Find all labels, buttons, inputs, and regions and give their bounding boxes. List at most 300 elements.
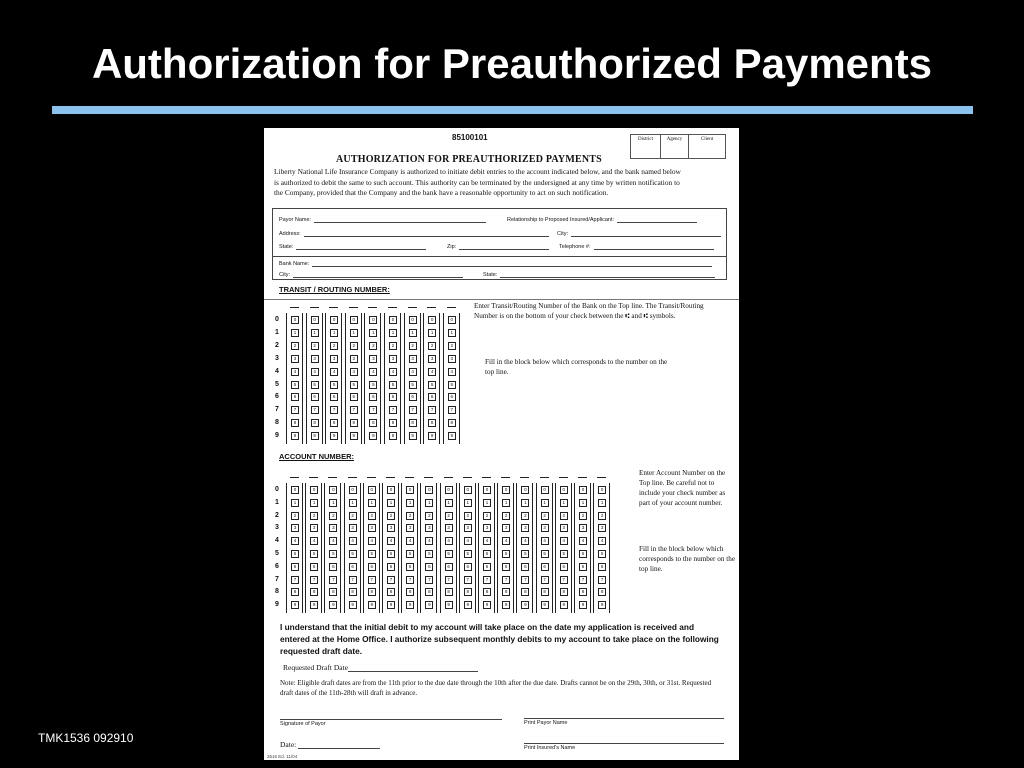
account-digit-bubble[interactable]: 3	[502, 524, 510, 532]
transit-digit-bubble[interactable]: 7	[428, 406, 436, 414]
account-digit-bubble[interactable]: 0	[521, 486, 529, 494]
account-digit-bubble[interactable]: 3	[406, 524, 414, 532]
account-digit-bubble[interactable]: 6	[464, 563, 472, 571]
account-digit-bubble[interactable]: 1	[406, 499, 414, 507]
transit-digit-bubble[interactable]: 7	[369, 406, 377, 414]
transit-digit-bubble[interactable]: 4	[389, 368, 397, 376]
account-entry-line[interactable]	[424, 477, 433, 478]
account-entry-line[interactable]	[463, 477, 472, 478]
transit-entry-line[interactable]	[329, 307, 338, 308]
transit-digit-bubble[interactable]: 4	[311, 368, 319, 376]
transit-digit-bubble[interactable]: 4	[350, 368, 358, 376]
payor-signature-line[interactable]: Signature of Payor	[280, 719, 502, 727]
account-digit-bubble[interactable]: 4	[541, 537, 549, 545]
account-digit-bubble[interactable]: 2	[502, 512, 510, 520]
account-digit-bubble[interactable]: 2	[560, 512, 568, 520]
transit-column[interactable]	[325, 313, 342, 444]
transit-digit-bubble[interactable]: 1	[330, 329, 338, 337]
account-entry-line[interactable]	[405, 477, 414, 478]
account-entry-line[interactable]	[597, 477, 606, 478]
account-digit-bubble[interactable]: 2	[406, 512, 414, 520]
transit-column[interactable]	[286, 313, 303, 444]
transit-digit-bubble[interactable]: 5	[311, 381, 319, 389]
account-digit-bubble[interactable]: 5	[425, 550, 433, 558]
account-digit-bubble[interactable]: 4	[406, 537, 414, 545]
transit-digit-bubble[interactable]: 7	[409, 406, 417, 414]
transit-digit-bubble[interactable]: 2	[330, 342, 338, 350]
account-digit-bubble[interactable]: 1	[464, 499, 472, 507]
account-digit-bubble[interactable]: 2	[329, 512, 337, 520]
account-digit-bubble[interactable]: 8	[464, 588, 472, 596]
account-entry-line[interactable]	[482, 477, 491, 478]
account-digit-bubble[interactable]: 6	[329, 563, 337, 571]
account-column[interactable]	[593, 483, 610, 613]
transit-digit-bubble[interactable]: 5	[428, 381, 436, 389]
zip-field[interactable]: Zip:	[447, 243, 549, 250]
account-digit-bubble[interactable]: 3	[425, 524, 433, 532]
account-digit-bubble[interactable]: 1	[349, 499, 357, 507]
transit-digit-bubble[interactable]: 6	[291, 393, 299, 401]
account-digit-bubble[interactable]: 8	[310, 588, 318, 596]
account-digit-bubble[interactable]: 5	[310, 550, 318, 558]
account-digit-bubble[interactable]: 6	[406, 563, 414, 571]
transit-digit-bubble[interactable]: 8	[409, 419, 417, 427]
transit-digit-bubble[interactable]: 0	[409, 316, 417, 324]
account-digit-bubble[interactable]: 7	[598, 576, 606, 584]
account-digit-bubble[interactable]: 3	[541, 524, 549, 532]
transit-digit-bubble[interactable]: 6	[311, 393, 319, 401]
account-digit-bubble[interactable]: 8	[291, 588, 299, 596]
account-digit-bubble[interactable]: 8	[598, 588, 606, 596]
account-digit-bubble[interactable]: 5	[464, 550, 472, 558]
transit-digit-bubble[interactable]: 6	[409, 393, 417, 401]
account-digit-bubble[interactable]: 6	[291, 563, 299, 571]
account-digit-bubble[interactable]: 3	[291, 524, 299, 532]
bank-name-field[interactable]: Bank Name:	[279, 260, 712, 267]
transit-digit-bubble[interactable]: 3	[291, 355, 299, 363]
account-digit-bubble[interactable]: 7	[406, 576, 414, 584]
account-digit-bubble[interactable]: 4	[483, 537, 491, 545]
transit-digit-bubble[interactable]: 8	[428, 419, 436, 427]
account-digit-bubble[interactable]: 8	[483, 588, 491, 596]
account-digit-bubble[interactable]: 2	[310, 512, 318, 520]
account-digit-bubble[interactable]: 2	[521, 512, 529, 520]
transit-digit-bubble[interactable]: 8	[330, 419, 338, 427]
transit-digit-bubble[interactable]: 2	[350, 342, 358, 350]
account-column[interactable]	[305, 483, 322, 613]
bank-city-field[interactable]: City:	[279, 271, 463, 278]
account-digit-bubble[interactable]: 7	[541, 576, 549, 584]
account-entry-line[interactable]	[290, 477, 299, 478]
account-digit-bubble[interactable]: 5	[560, 550, 568, 558]
transit-entry-line[interactable]	[408, 307, 417, 308]
account-digit-bubble[interactable]: 8	[521, 588, 529, 596]
bank-state-field[interactable]: State:	[483, 271, 715, 278]
transit-column[interactable]	[423, 313, 440, 444]
city-field[interactable]: City:	[557, 230, 721, 237]
account-entry-line[interactable]	[444, 477, 453, 478]
account-digit-bubble[interactable]: 3	[349, 524, 357, 532]
account-digit-bubble[interactable]: 2	[368, 512, 376, 520]
account-digit-bubble[interactable]: 7	[329, 576, 337, 584]
account-digit-bubble[interactable]: 6	[598, 563, 606, 571]
account-digit-bubble[interactable]: 3	[368, 524, 376, 532]
account-digit-bubble[interactable]: 1	[483, 499, 491, 507]
account-digit-bubble[interactable]: 9	[368, 601, 376, 609]
account-digit-bubble[interactable]: 0	[541, 486, 549, 494]
account-digit-bubble[interactable]: 5	[445, 550, 453, 558]
transit-digit-bubble[interactable]: 0	[369, 316, 377, 324]
account-digit-bubble[interactable]: 9	[502, 601, 510, 609]
account-digit-bubble[interactable]: 0	[425, 486, 433, 494]
account-digit-bubble[interactable]: 5	[502, 550, 510, 558]
account-digit-bubble[interactable]: 6	[349, 563, 357, 571]
account-column[interactable]	[574, 483, 591, 613]
print-payor-name-line[interactable]: Print Payor Name	[524, 718, 724, 726]
transit-digit-bubble[interactable]: 9	[311, 432, 319, 440]
account-digit-bubble[interactable]: 2	[349, 512, 357, 520]
account-digit-bubble[interactable]: 6	[445, 563, 453, 571]
account-digit-bubble[interactable]: 5	[483, 550, 491, 558]
transit-digit-bubble[interactable]: 1	[350, 329, 358, 337]
transit-digit-bubble[interactable]: 9	[350, 432, 358, 440]
account-digit-bubble[interactable]: 8	[560, 588, 568, 596]
account-digit-bubble[interactable]: 1	[329, 499, 337, 507]
account-digit-bubble[interactable]: 3	[521, 524, 529, 532]
transit-digit-bubble[interactable]: 7	[291, 406, 299, 414]
account-digit-bubble[interactable]: 0	[291, 486, 299, 494]
account-column[interactable]	[459, 483, 476, 613]
account-digit-bubble[interactable]: 1	[291, 499, 299, 507]
account-digit-bubble[interactable]: 8	[329, 588, 337, 596]
account-digit-bubble[interactable]: 6	[310, 563, 318, 571]
transit-digit-bubble[interactable]: 6	[369, 393, 377, 401]
account-digit-bubble[interactable]: 0	[387, 486, 395, 494]
account-digit-bubble[interactable]: 7	[368, 576, 376, 584]
account-digit-bubble[interactable]: 0	[329, 486, 337, 494]
transit-digit-bubble[interactable]: 6	[330, 393, 338, 401]
account-digit-bubble[interactable]: 1	[502, 499, 510, 507]
account-digit-bubble[interactable]: 2	[291, 512, 299, 520]
account-digit-bubble[interactable]: 5	[368, 550, 376, 558]
account-column[interactable]	[344, 483, 361, 613]
transit-column[interactable]	[345, 313, 362, 444]
transit-digit-bubble[interactable]: 8	[389, 419, 397, 427]
transit-digit-bubble[interactable]: 4	[369, 368, 377, 376]
account-digit-bubble[interactable]: 6	[502, 563, 510, 571]
account-digit-bubble[interactable]: 0	[368, 486, 376, 494]
transit-digit-bubble[interactable]: 3	[428, 355, 436, 363]
account-digit-bubble[interactable]: 4	[579, 537, 587, 545]
account-digit-bubble[interactable]: 4	[502, 537, 510, 545]
account-digit-bubble[interactable]: 0	[406, 486, 414, 494]
transit-digit-bubble[interactable]: 7	[389, 406, 397, 414]
transit-digit-bubble[interactable]: 2	[428, 342, 436, 350]
account-digit-bubble[interactable]: 2	[387, 512, 395, 520]
account-digit-bubble[interactable]: 4	[329, 537, 337, 545]
account-digit-bubble[interactable]: 9	[445, 601, 453, 609]
account-column[interactable]	[363, 483, 380, 613]
transit-digit-bubble[interactable]: 1	[311, 329, 319, 337]
transit-digit-bubble[interactable]: 3	[448, 355, 456, 363]
account-entry-line[interactable]	[559, 477, 568, 478]
transit-digit-bubble[interactable]: 7	[448, 406, 456, 414]
payor-name-field[interactable]: Payor Name:	[279, 216, 486, 223]
transit-digit-bubble[interactable]: 9	[389, 432, 397, 440]
account-digit-bubble[interactable]: 0	[445, 486, 453, 494]
transit-digit-bubble[interactable]: 0	[448, 316, 456, 324]
transit-digit-bubble[interactable]: 3	[350, 355, 358, 363]
transit-digit-bubble[interactable]: 9	[330, 432, 338, 440]
account-digit-bubble[interactable]: 6	[387, 563, 395, 571]
transit-column[interactable]	[404, 313, 421, 444]
account-digit-bubble[interactable]: 4	[368, 537, 376, 545]
transit-digit-bubble[interactable]: 3	[330, 355, 338, 363]
account-digit-bubble[interactable]: 4	[521, 537, 529, 545]
transit-digit-bubble[interactable]: 2	[389, 342, 397, 350]
address-field[interactable]: Address:	[279, 230, 549, 237]
account-column[interactable]	[440, 483, 457, 613]
account-digit-bubble[interactable]: 7	[349, 576, 357, 584]
transit-digit-bubble[interactable]: 0	[291, 316, 299, 324]
account-digit-bubble[interactable]: 3	[387, 524, 395, 532]
transit-digit-bubble[interactable]: 1	[409, 329, 417, 337]
account-digit-bubble[interactable]: 8	[579, 588, 587, 596]
transit-digit-bubble[interactable]: 2	[448, 342, 456, 350]
requested-draft-date-field[interactable]: Requested Draft Date	[283, 663, 478, 672]
account-digit-bubble[interactable]: 2	[598, 512, 606, 520]
transit-digit-bubble[interactable]: 3	[389, 355, 397, 363]
account-digit-bubble[interactable]: 0	[598, 486, 606, 494]
account-digit-bubble[interactable]: 9	[541, 601, 549, 609]
account-digit-bubble[interactable]: 4	[291, 537, 299, 545]
account-digit-bubble[interactable]: 2	[464, 512, 472, 520]
account-digit-bubble[interactable]: 8	[406, 588, 414, 596]
account-digit-bubble[interactable]: 8	[541, 588, 549, 596]
account-digit-bubble[interactable]: 1	[541, 499, 549, 507]
print-insured-name-line[interactable]: Print Insured's Name	[524, 743, 724, 751]
account-digit-bubble[interactable]: 7	[387, 576, 395, 584]
account-digit-bubble[interactable]: 1	[445, 499, 453, 507]
transit-digit-bubble[interactable]: 5	[448, 381, 456, 389]
transit-entry-line[interactable]	[427, 307, 436, 308]
account-digit-bubble[interactable]: 5	[329, 550, 337, 558]
transit-digit-bubble[interactable]: 8	[369, 419, 377, 427]
transit-column[interactable]	[306, 313, 323, 444]
relationship-field[interactable]: Relationship to Proposed Insured/Applicant:	[507, 216, 697, 223]
transit-digit-bubble[interactable]: 7	[330, 406, 338, 414]
transit-digit-bubble[interactable]: 0	[428, 316, 436, 324]
account-digit-bubble[interactable]: 7	[425, 576, 433, 584]
account-digit-bubble[interactable]: 2	[445, 512, 453, 520]
account-digit-bubble[interactable]: 8	[387, 588, 395, 596]
transit-digit-bubble[interactable]: 2	[369, 342, 377, 350]
transit-digit-bubble[interactable]: 4	[428, 368, 436, 376]
account-digit-bubble[interactable]: 4	[598, 537, 606, 545]
transit-digit-bubble[interactable]: 1	[389, 329, 397, 337]
account-entry-line[interactable]	[309, 477, 318, 478]
account-digit-bubble[interactable]: 5	[521, 550, 529, 558]
account-entry-line[interactable]	[348, 477, 357, 478]
account-column[interactable]	[536, 483, 553, 613]
transit-column[interactable]	[443, 313, 460, 444]
account-digit-bubble[interactable]: 8	[368, 588, 376, 596]
account-digit-bubble[interactable]: 1	[579, 499, 587, 507]
account-digit-bubble[interactable]: 9	[387, 601, 395, 609]
transit-digit-bubble[interactable]: 7	[311, 406, 319, 414]
account-digit-bubble[interactable]: 5	[387, 550, 395, 558]
account-digit-bubble[interactable]: 6	[541, 563, 549, 571]
account-digit-bubble[interactable]: 5	[349, 550, 357, 558]
account-digit-bubble[interactable]: 2	[541, 512, 549, 520]
account-digit-bubble[interactable]: 1	[387, 499, 395, 507]
transit-digit-bubble[interactable]: 9	[291, 432, 299, 440]
account-digit-bubble[interactable]: 9	[406, 601, 414, 609]
transit-digit-bubble[interactable]: 3	[311, 355, 319, 363]
telephone-field[interactable]: Telephone #:	[559, 243, 714, 250]
account-digit-bubble[interactable]: 7	[291, 576, 299, 584]
account-column[interactable]	[324, 483, 341, 613]
account-digit-bubble[interactable]: 1	[425, 499, 433, 507]
account-digit-bubble[interactable]: 9	[425, 601, 433, 609]
account-entry-line[interactable]	[540, 477, 549, 478]
account-digit-bubble[interactable]: 8	[502, 588, 510, 596]
transit-digit-bubble[interactable]: 5	[291, 381, 299, 389]
account-digit-bubble[interactable]: 6	[560, 563, 568, 571]
account-digit-bubble[interactable]: 4	[560, 537, 568, 545]
transit-digit-bubble[interactable]: 3	[369, 355, 377, 363]
transit-digit-bubble[interactable]: 0	[389, 316, 397, 324]
account-digit-bubble[interactable]: 5	[406, 550, 414, 558]
account-column[interactable]	[478, 483, 495, 613]
account-digit-bubble[interactable]: 6	[368, 563, 376, 571]
transit-digit-bubble[interactable]: 2	[311, 342, 319, 350]
transit-digit-bubble[interactable]: 8	[448, 419, 456, 427]
transit-digit-bubble[interactable]: 9	[448, 432, 456, 440]
account-digit-bubble[interactable]: 5	[291, 550, 299, 558]
account-digit-bubble[interactable]: 4	[349, 537, 357, 545]
transit-digit-bubble[interactable]: 0	[311, 316, 319, 324]
account-digit-bubble[interactable]: 1	[368, 499, 376, 507]
transit-column[interactable]	[384, 313, 401, 444]
account-digit-bubble[interactable]: 4	[445, 537, 453, 545]
account-entry-line[interactable]	[367, 477, 376, 478]
transit-digit-bubble[interactable]: 4	[409, 368, 417, 376]
account-digit-bubble[interactable]: 0	[560, 486, 568, 494]
transit-column[interactable]	[364, 313, 381, 444]
transit-digit-bubble[interactable]: 1	[428, 329, 436, 337]
account-column[interactable]	[555, 483, 572, 613]
transit-digit-bubble[interactable]: 4	[330, 368, 338, 376]
account-column[interactable]	[382, 483, 399, 613]
transit-digit-bubble[interactable]: 2	[291, 342, 299, 350]
account-digit-bubble[interactable]: 3	[579, 524, 587, 532]
transit-digit-bubble[interactable]: 9	[409, 432, 417, 440]
transit-digit-bubble[interactable]: 6	[448, 393, 456, 401]
transit-digit-bubble[interactable]: 8	[350, 419, 358, 427]
account-digit-bubble[interactable]: 3	[329, 524, 337, 532]
account-digit-bubble[interactable]: 0	[579, 486, 587, 494]
transit-digit-bubble[interactable]: 6	[389, 393, 397, 401]
account-digit-bubble[interactable]: 1	[310, 499, 318, 507]
transit-entry-line[interactable]	[368, 307, 377, 308]
account-digit-bubble[interactable]: 3	[598, 524, 606, 532]
account-digit-bubble[interactable]: 2	[483, 512, 491, 520]
account-digit-bubble[interactable]: 7	[560, 576, 568, 584]
transit-digit-bubble[interactable]: 7	[350, 406, 358, 414]
account-digit-bubble[interactable]: 3	[483, 524, 491, 532]
account-digit-bubble[interactable]: 3	[464, 524, 472, 532]
account-digit-bubble[interactable]: 9	[310, 601, 318, 609]
account-digit-bubble[interactable]: 0	[310, 486, 318, 494]
transit-digit-bubble[interactable]: 9	[369, 432, 377, 440]
account-digit-bubble[interactable]: 3	[445, 524, 453, 532]
account-entry-line[interactable]	[386, 477, 395, 478]
transit-digit-bubble[interactable]: 9	[428, 432, 436, 440]
account-digit-bubble[interactable]: 9	[291, 601, 299, 609]
account-entry-line[interactable]	[520, 477, 529, 478]
account-digit-bubble[interactable]: 9	[349, 601, 357, 609]
account-digit-bubble[interactable]: 9	[329, 601, 337, 609]
transit-digit-bubble[interactable]: 1	[291, 329, 299, 337]
state-field[interactable]: State:	[279, 243, 426, 250]
account-entry-line[interactable]	[501, 477, 510, 478]
account-entry-line[interactable]	[578, 477, 587, 478]
transit-digit-bubble[interactable]: 5	[330, 381, 338, 389]
transit-digit-bubble[interactable]: 4	[448, 368, 456, 376]
account-digit-bubble[interactable]: 9	[560, 601, 568, 609]
account-digit-bubble[interactable]: 4	[310, 537, 318, 545]
account-digit-bubble[interactable]: 7	[445, 576, 453, 584]
account-digit-bubble[interactable]: 9	[483, 601, 491, 609]
date-field[interactable]: Date:	[280, 740, 380, 749]
account-digit-bubble[interactable]: 7	[502, 576, 510, 584]
account-digit-bubble[interactable]: 1	[598, 499, 606, 507]
transit-digit-bubble[interactable]: 1	[448, 329, 456, 337]
account-digit-bubble[interactable]: 6	[483, 563, 491, 571]
transit-digit-bubble[interactable]: 5	[350, 381, 358, 389]
account-digit-bubble[interactable]: 9	[579, 601, 587, 609]
transit-entry-line[interactable]	[447, 307, 456, 308]
account-digit-bubble[interactable]: 2	[579, 512, 587, 520]
account-digit-bubble[interactable]: 8	[445, 588, 453, 596]
account-digit-bubble[interactable]: 9	[464, 601, 472, 609]
transit-entry-line[interactable]	[310, 307, 319, 308]
account-digit-bubble[interactable]: 1	[560, 499, 568, 507]
account-digit-bubble[interactable]: 5	[541, 550, 549, 558]
account-digit-bubble[interactable]: 8	[349, 588, 357, 596]
transit-entry-line[interactable]	[290, 307, 299, 308]
transit-digit-bubble[interactable]: 8	[291, 419, 299, 427]
account-digit-bubble[interactable]: 4	[425, 537, 433, 545]
account-column[interactable]	[401, 483, 418, 613]
account-digit-bubble[interactable]: 7	[464, 576, 472, 584]
transit-digit-bubble[interactable]: 0	[350, 316, 358, 324]
account-digit-bubble[interactable]: 7	[483, 576, 491, 584]
account-column[interactable]	[516, 483, 533, 613]
transit-digit-bubble[interactable]: 3	[409, 355, 417, 363]
account-digit-bubble[interactable]: 9	[521, 601, 529, 609]
account-digit-bubble[interactable]: 7	[579, 576, 587, 584]
account-entry-line[interactable]	[328, 477, 337, 478]
account-column[interactable]	[420, 483, 437, 613]
account-digit-bubble[interactable]: 0	[483, 486, 491, 494]
account-digit-bubble[interactable]: 6	[425, 563, 433, 571]
transit-digit-bubble[interactable]: 5	[389, 381, 397, 389]
account-digit-bubble[interactable]: 7	[310, 576, 318, 584]
account-digit-bubble[interactable]: 3	[310, 524, 318, 532]
account-digit-bubble[interactable]: 9	[598, 601, 606, 609]
